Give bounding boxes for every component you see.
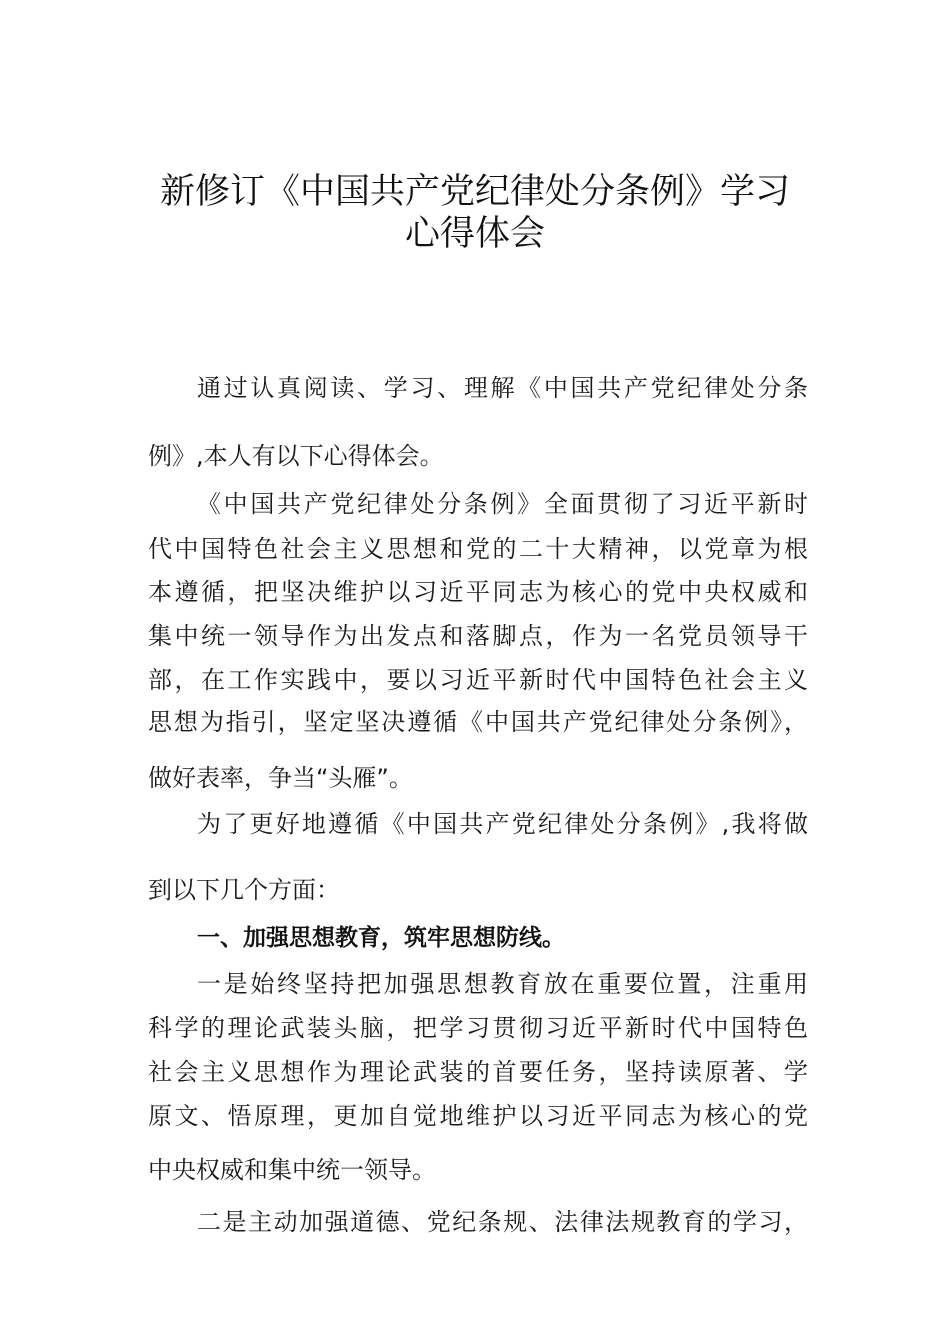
- paragraph-line: 例》,本人有以下心得体会。: [148, 442, 444, 470]
- paragraph-line: 部，在工作实践中，要以习近平新时代中国特色社会主义: [148, 666, 808, 694]
- paragraph-line: 集中统一领导作为出发点和落脚点，作为一名党员领导干: [148, 622, 808, 650]
- paragraph-line: 《中国共产党纪律处分条例》全面贯彻了习近平新时: [197, 490, 808, 518]
- paragraph-line: 社会主义思想作为理论武装的首要任务，坚持读原著、学: [148, 1058, 808, 1086]
- section-heading: 一、加强思想教育，筑牢思想防线。: [197, 925, 565, 951]
- paragraph-line: 二是主动加强道德、党纪条规、法律法规教育的学习，: [197, 1208, 808, 1236]
- paragraph-line: 本遵循，把坚决维护以习近平同志为核心的党中央权威和: [148, 578, 808, 606]
- paragraph-line: 思想为指引，坚定坚决遵循《中国共产党纪律处分条例》，: [148, 708, 808, 736]
- paragraph-line: 代中国特色社会主义思想和党的二十大精神，以党章为根: [148, 535, 808, 563]
- paragraph-line: 到以下几个方面：: [148, 876, 340, 904]
- paragraph-line: 通过认真阅读、学习、理解《中国共产党纪律处分条: [197, 374, 808, 402]
- document-title-line-2: 心得体会: [404, 214, 545, 254]
- paragraph-line: 为了更好地遵循《中国共产党纪律处分条例》,我将做: [197, 810, 808, 838]
- paragraph-line: 原文、悟原理，更加自觉地维护以习近平同志为核心的党: [148, 1102, 808, 1130]
- paragraph-line: 科学的理论武装头脑，把学习贯彻习近平新时代中国特色: [148, 1014, 808, 1042]
- document-title-line-1: 新修订《中国共产党纪律处分条例》学习: [159, 172, 790, 212]
- paragraph-line: 中央权威和集中统一领导。: [148, 1156, 436, 1184]
- paragraph-line: 一是始终坚持把加强思想教育放在重要位置，注重用: [197, 970, 808, 998]
- paragraph-line: 做好表率，争当“头雁”。: [148, 764, 413, 792]
